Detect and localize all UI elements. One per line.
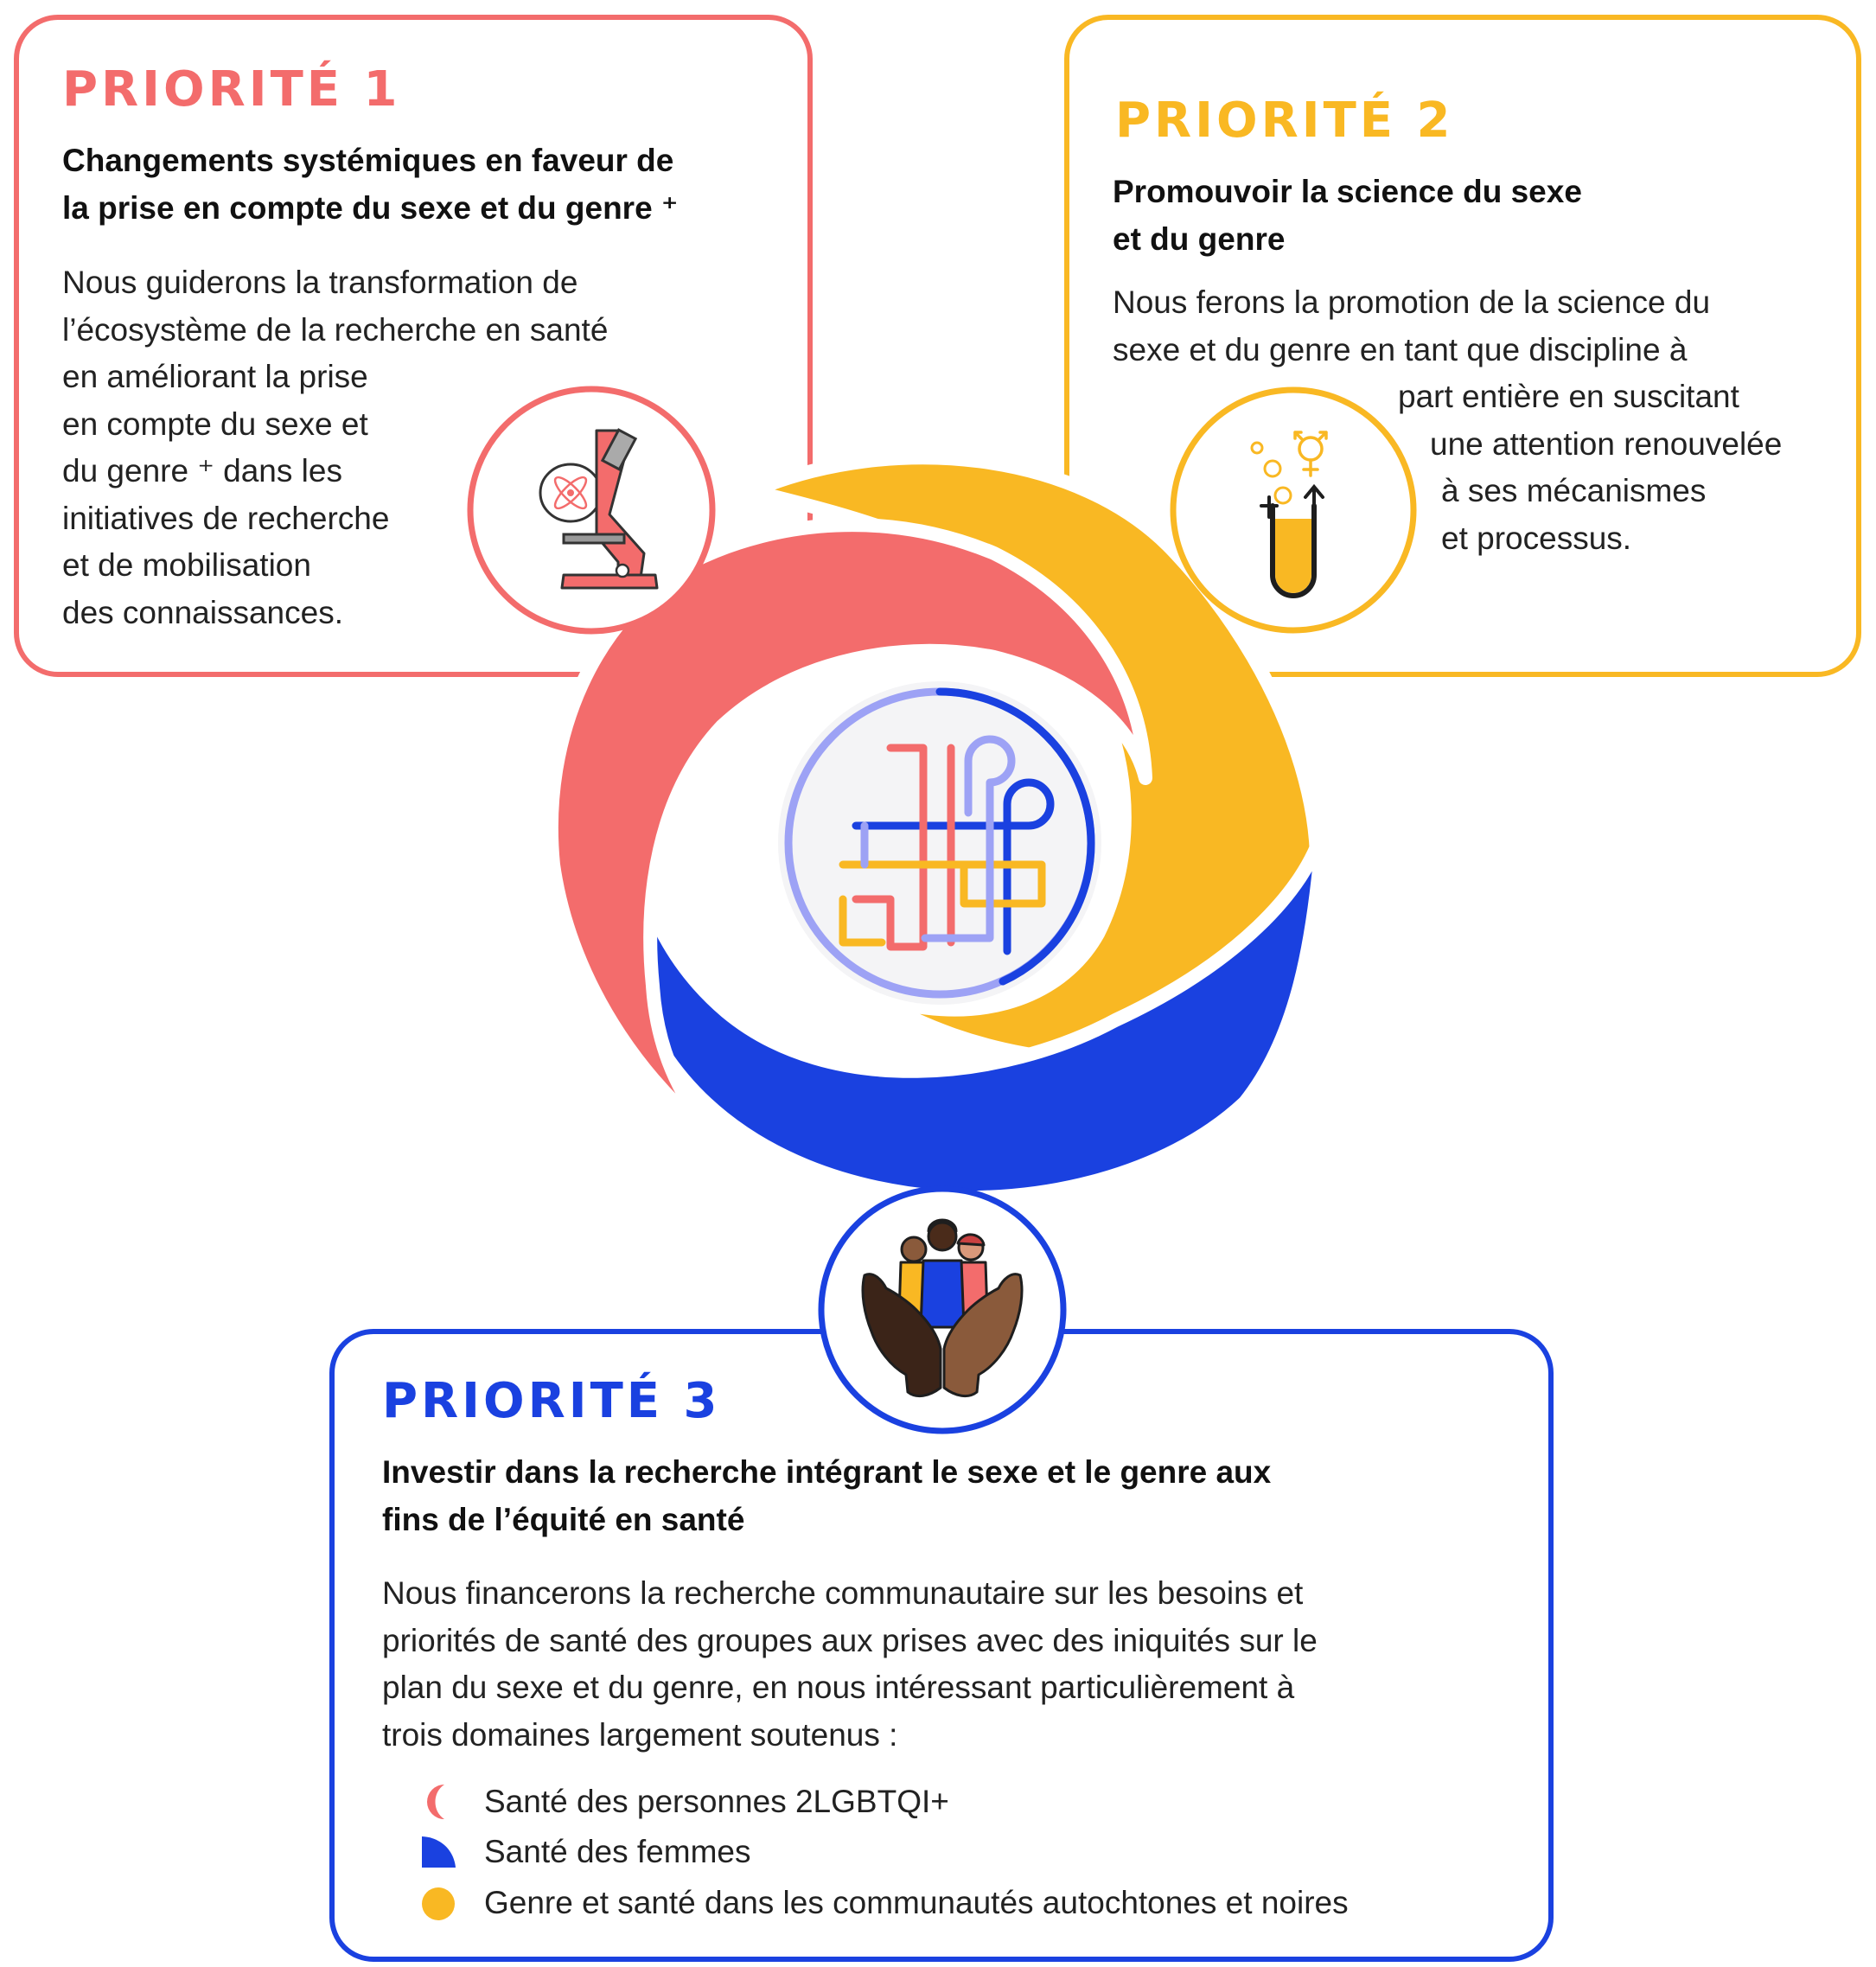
legend-label: Genre et santé dans les communautés autochtones et noires: [484, 1885, 1349, 1920]
priority2-subtitle-line: Promouvoir la science du sexe: [1113, 174, 1582, 209]
center-knot-icon: [775, 679, 1104, 1007]
gold-dot-icon: [422, 1887, 455, 1920]
priority2-subtitle-line: et du genre: [1113, 221, 1286, 257]
legend-label: Santé des femmes: [484, 1834, 751, 1869]
priority3-body-line: Nous financerons la recherche communautaire sur les besoins et: [382, 1575, 1304, 1611]
priority2-body-line: et processus.: [1441, 520, 1632, 556]
priority2-body-line: une attention renouvelée: [1430, 425, 1783, 462]
priority3-subtitle: [382, 1448, 1271, 1543]
priority2-body-line: à ses mécanismes: [1441, 473, 1707, 508]
priority2-title: PRIORITÉ 2: [1115, 93, 1454, 149]
priority1-body-line: Nous guiderons la transformation de: [62, 265, 578, 300]
priority1-title: PRIORITÉ 1: [62, 61, 401, 118]
legend-label: Santé des personnes 2LGBTQI+: [484, 1784, 949, 1819]
priority3-body: [382, 1570, 1318, 1759]
priority1-body-line: initiatives de recherche: [62, 500, 390, 536]
priority2-body: [1113, 279, 1847, 562]
priority1-body-line: et de mobilisation: [62, 547, 311, 583]
hands-badge: [821, 1189, 1063, 1431]
priority3-body-line: priorités de santé des groupes aux prises avec des iniquités sur le: [382, 1622, 1318, 1658]
priority1-subtitle-line: Changements systémiques en faveur de: [62, 143, 674, 178]
priority3-title: PRIORITÉ 3: [382, 1373, 721, 1429]
priority2-subtitle: [1113, 168, 1582, 263]
priority1-subtitle-line: la prise en compte du sexe et du genre ⁺: [62, 190, 679, 226]
legend-item-women: [451, 1828, 750, 1876]
priority2-body-line: sexe et du genre en tant que discipline à: [1113, 331, 1688, 367]
priority1-subtitle: [62, 137, 678, 232]
priority1-body: [62, 259, 608, 636]
priority2-body-line: Nous ferons la promotion de la science du: [1113, 284, 1711, 320]
priority3-body-line: trois domaines largement soutenus :: [382, 1716, 898, 1753]
priority1-body-line: l’écosystème de la recherche en santé: [62, 311, 609, 348]
priority3-body-line: plan du sexe et du genre, en nous intéressant particulièrement à: [382, 1670, 1295, 1705]
priority2-body-line: part entière en suscitant: [1398, 379, 1739, 414]
legend-item-indigenous-black: [451, 1879, 1349, 1927]
priority1-body-line: des connaissances.: [62, 594, 343, 630]
coral-swirl-icon: [427, 1785, 444, 1819]
legend-item-2lgbtqi: [451, 1778, 949, 1826]
priority1-body-line: en compte du sexe et: [62, 406, 368, 442]
priority1-body-line: du genre ⁺ dans les: [62, 453, 342, 489]
priority3-subtitle-line: Investir dans la recherche intégrant le sexe et le genre aux: [382, 1454, 1272, 1490]
priority1-body-line: en améliorant la prise: [62, 359, 368, 394]
priority3-subtitle-line: fins de l’équité en santé: [382, 1502, 745, 1537]
